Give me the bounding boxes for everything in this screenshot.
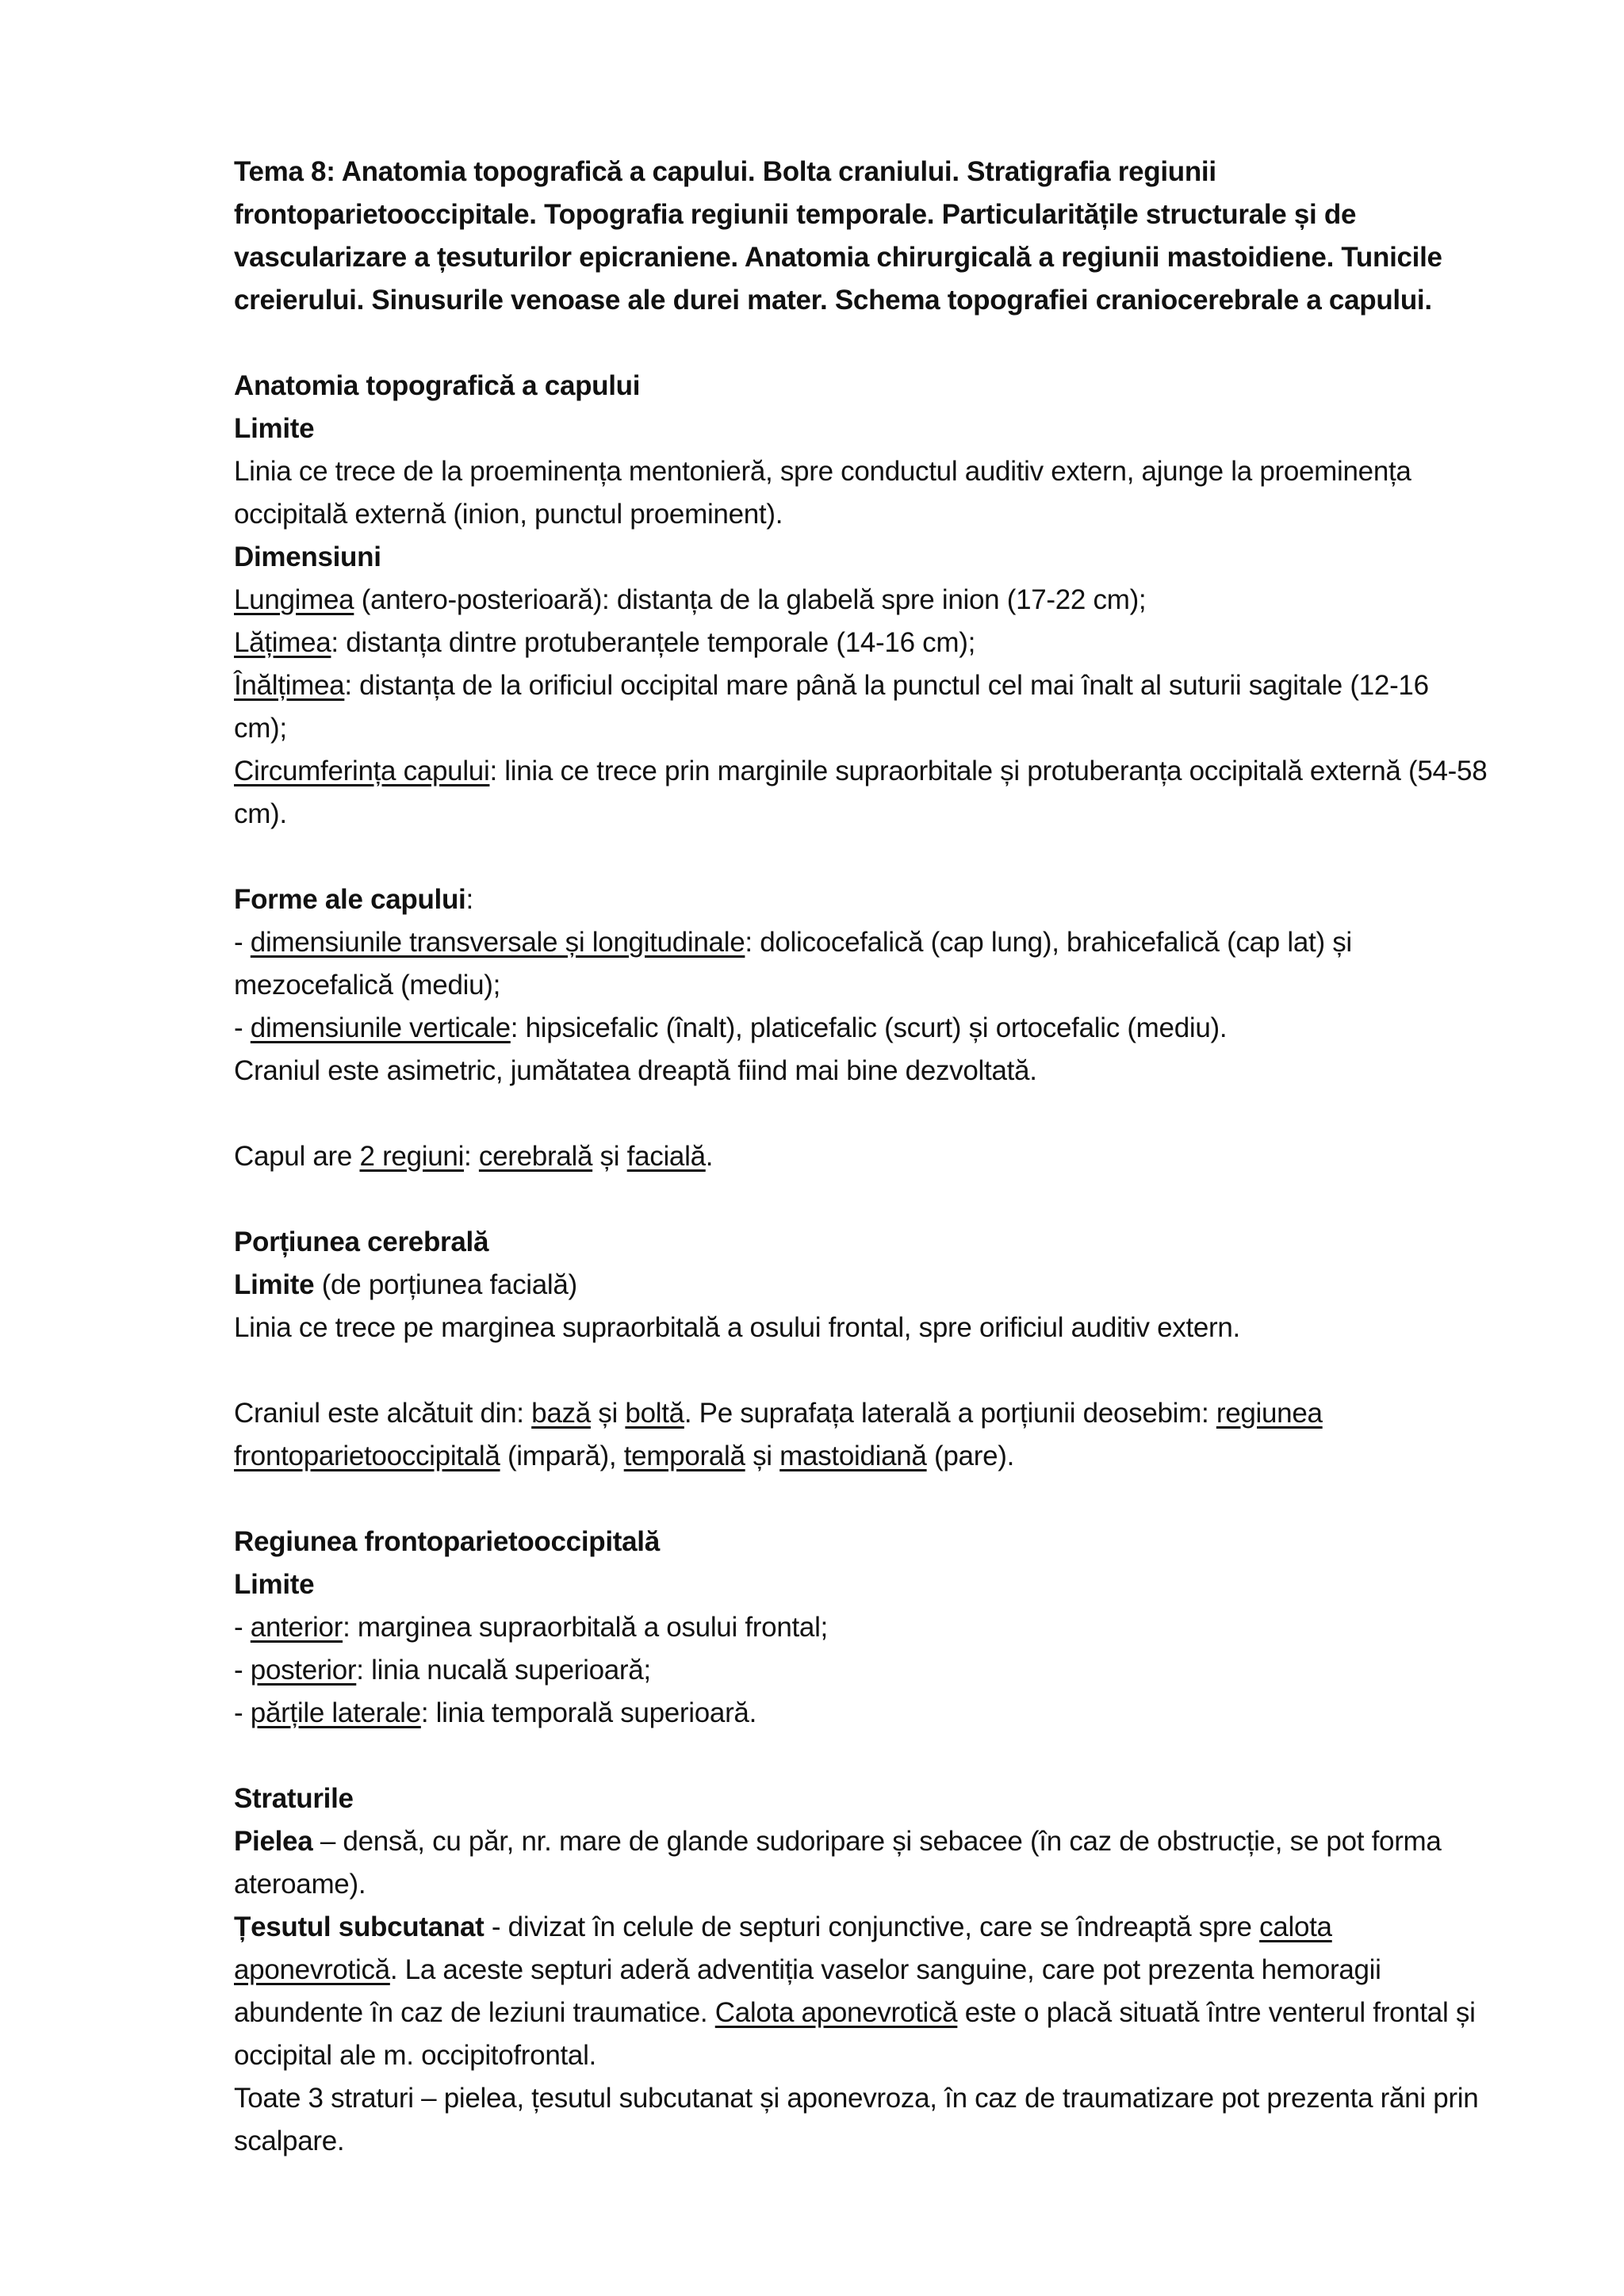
section-forme <box>234 878 1489 921</box>
term-mastoidiana: mastoidiană <box>779 1441 927 1471</box>
form-item-1 <box>234 921 1489 1007</box>
text-span: și <box>745 1441 780 1471</box>
layers-summary: Toate 3 straturi – pielea, țesutul subcutanat și aponevroza, în caz de traumatizare pot prezenta răni prin scalpare. <box>234 2083 1479 2156</box>
text-span: (pare). <box>926 1441 1015 1471</box>
subheading-limite: Limite <box>234 1269 315 1300</box>
list-dash: - <box>234 1655 251 1686</box>
dimension-width-text: : distanța dintre protuberanțele temporale (14-16 cm); <box>331 627 975 658</box>
term-anterior: anterior <box>250 1612 343 1643</box>
subheading-limite: Limite <box>234 413 315 444</box>
term-pielea: Pielea <box>234 1826 313 1857</box>
layer-tesutul-subcutanat <box>234 1906 1489 2077</box>
limit-posterior <box>234 1649 1489 1692</box>
craniu-paragraph <box>234 1392 1489 1478</box>
spacer <box>234 1178 1489 1221</box>
dimension-height <box>234 664 1489 750</box>
term-regiunea-frontoparietooccipitala: regiunea frontoparietooccipitală <box>234 1398 1323 1471</box>
layer-pielea <box>234 1820 1489 1906</box>
layer-pielea-text: – densă, cu păr, nr. mare de glande sudoripare și sebacee (în caz de obstrucție, se pot forma ateroame). <box>234 1826 1442 1900</box>
term-tesutul-subcutanat: Țesutul subcutanat <box>234 1911 485 1942</box>
term-latimea: Lățimea <box>234 627 331 658</box>
spacer <box>234 836 1489 878</box>
limite-text: Linia ce trece de la proeminența mentonieră, spre conductul auditiv extern, ajunge la proeminența occipitală externă (inion, punctul proeminent). <box>234 456 1411 530</box>
section-heading-anatomia: Anatomia topografică a capului <box>234 370 641 401</box>
dimension-circumference <box>234 750 1489 836</box>
limit-anterior <box>234 1606 1489 1649</box>
term-temporala: temporală <box>623 1441 745 1471</box>
dimension-height-text: : distanța de la orificiul occipital mare până la punctul cel mai înalt al suturii sagitale (12-16 cm); <box>234 670 1429 744</box>
list-dash: - <box>234 1012 251 1043</box>
text-span: : <box>464 1141 479 1172</box>
text-span: - divizat în celule de septuri conjunctive, care se îndreaptă spre <box>484 1911 1260 1942</box>
text-span: . La aceste septuri aderă adventiția vaselor sanguine, care pot prezenta hemoragii abundente în caz de leziuni traumatice. <box>234 1954 1381 2028</box>
dimension-circumference-text: : linia ce trece prin marginile supraorbitale și protuberanța occipitală externă (54-58 cm). <box>234 756 1488 829</box>
text-span: Craniul este alcătuit din: <box>234 1398 532 1429</box>
heading-colon: : <box>465 884 473 915</box>
form-item-2 <box>234 1007 1489 1050</box>
section-heading-straturile: Straturile <box>234 1783 354 1814</box>
term-2-regiuni: 2 regiuni <box>359 1141 465 1172</box>
list-dash: - <box>234 1697 251 1728</box>
subheading-dimensiuni: Dimensiuni <box>234 541 381 572</box>
term-lungimea: Lungimea <box>234 584 354 615</box>
text-span: Capul are <box>234 1141 360 1172</box>
term-partile-laterale: părțile laterale <box>250 1697 421 1728</box>
term-cerebrala: cerebrală <box>478 1141 593 1172</box>
text-span: și <box>592 1141 627 1172</box>
section-heading-forme: Forme ale capului <box>234 884 466 915</box>
text-span: . Pe suprafața laterală a porțiunii deosebim: <box>684 1398 1216 1429</box>
spacer <box>234 1735 1489 1777</box>
spacer <box>234 322 1489 365</box>
limite-paren: (de porțiunea facială) <box>314 1269 577 1300</box>
limite-text: Linia ce trece pe marginea supraorbitală a osului frontal, spre orificiul auditiv extern. <box>234 1312 1240 1343</box>
section-heading-regiunea: Regiunea frontoparietooccipitală <box>234 1526 660 1557</box>
term-dimensiuni-verticale: dimensiunile verticale <box>250 1012 511 1043</box>
dimension-length-text: (antero-posterioară): distanța de la glabelă spre inion (17-22 cm); <box>354 584 1147 615</box>
dimension-length <box>234 579 1489 622</box>
spacer <box>234 1349 1489 1392</box>
term-calota-aponevrotica-2: Calota aponevrotică <box>714 1997 958 2028</box>
regions-sentence <box>234 1135 1489 1178</box>
text-span: (impară), <box>500 1441 624 1471</box>
subheading-limite: Limite <box>234 1569 315 1600</box>
list-dash: - <box>234 927 251 958</box>
form-item-1-text: : dolicocefalică (cap lung), brahicefalică (cap lat) și mezocefalică (mediu); <box>234 927 1352 1001</box>
dimension-width <box>234 622 1489 664</box>
term-calota-aponevrotica: calota aponevrotică <box>234 1911 1332 1985</box>
term-bolta: boltă <box>625 1398 684 1429</box>
text-span: . <box>705 1141 714 1172</box>
term-faciala: facială <box>626 1141 706 1172</box>
term-circumferinta: Circumferința capului <box>234 756 490 786</box>
term-inaltimea: Înălțimea <box>234 670 345 701</box>
limit-anterior-text: : marginea supraorbitală a osului frontal; <box>343 1612 828 1643</box>
term-dimensiuni-transversale: dimensiunile transversale și longitudinale <box>250 927 745 958</box>
limite-line <box>234 1264 1489 1307</box>
limit-posterior-text: : linia nucală superioară; <box>356 1655 651 1686</box>
term-baza: bază <box>531 1398 591 1429</box>
list-dash: - <box>234 1612 251 1643</box>
section-heading-portiunea: Porțiunea cerebrală <box>234 1226 489 1257</box>
text-span: și <box>590 1398 626 1429</box>
spacer <box>234 1093 1489 1135</box>
limit-laterale <box>234 1692 1489 1735</box>
spacer <box>234 1478 1489 1521</box>
limit-laterale-text: : linia temporală superioară. <box>420 1697 757 1728</box>
asymmetry-note: Craniul este asimetric, jumătatea dreaptă fiind mai bine dezvoltată. <box>234 1055 1037 1086</box>
term-posterior: posterior <box>250 1655 357 1686</box>
form-item-2-text: : hipsicefalic (înalt), platicefalic (scurt) și ortocefalic (mediu). <box>510 1012 1228 1043</box>
text-span: este o placă situată între venterul frontal și occipital ale m. occipitofrontal. <box>234 1997 1476 2071</box>
document-title: Tema 8: Anatomia topografică a capului. Bolta craniului. Stratigrafia regiunii frontoparietooccipitale. Topografia regiunii temporale. Particularitățile structurale și de vascularizare a țesuturilor epicraniene. Anatomia chirurgicală a regiunii mastoidiene. Tunicile creierului. Sinusurile venoase ale durei mater. Schema topografiei craniocerebrale a capului. <box>234 156 1442 316</box>
